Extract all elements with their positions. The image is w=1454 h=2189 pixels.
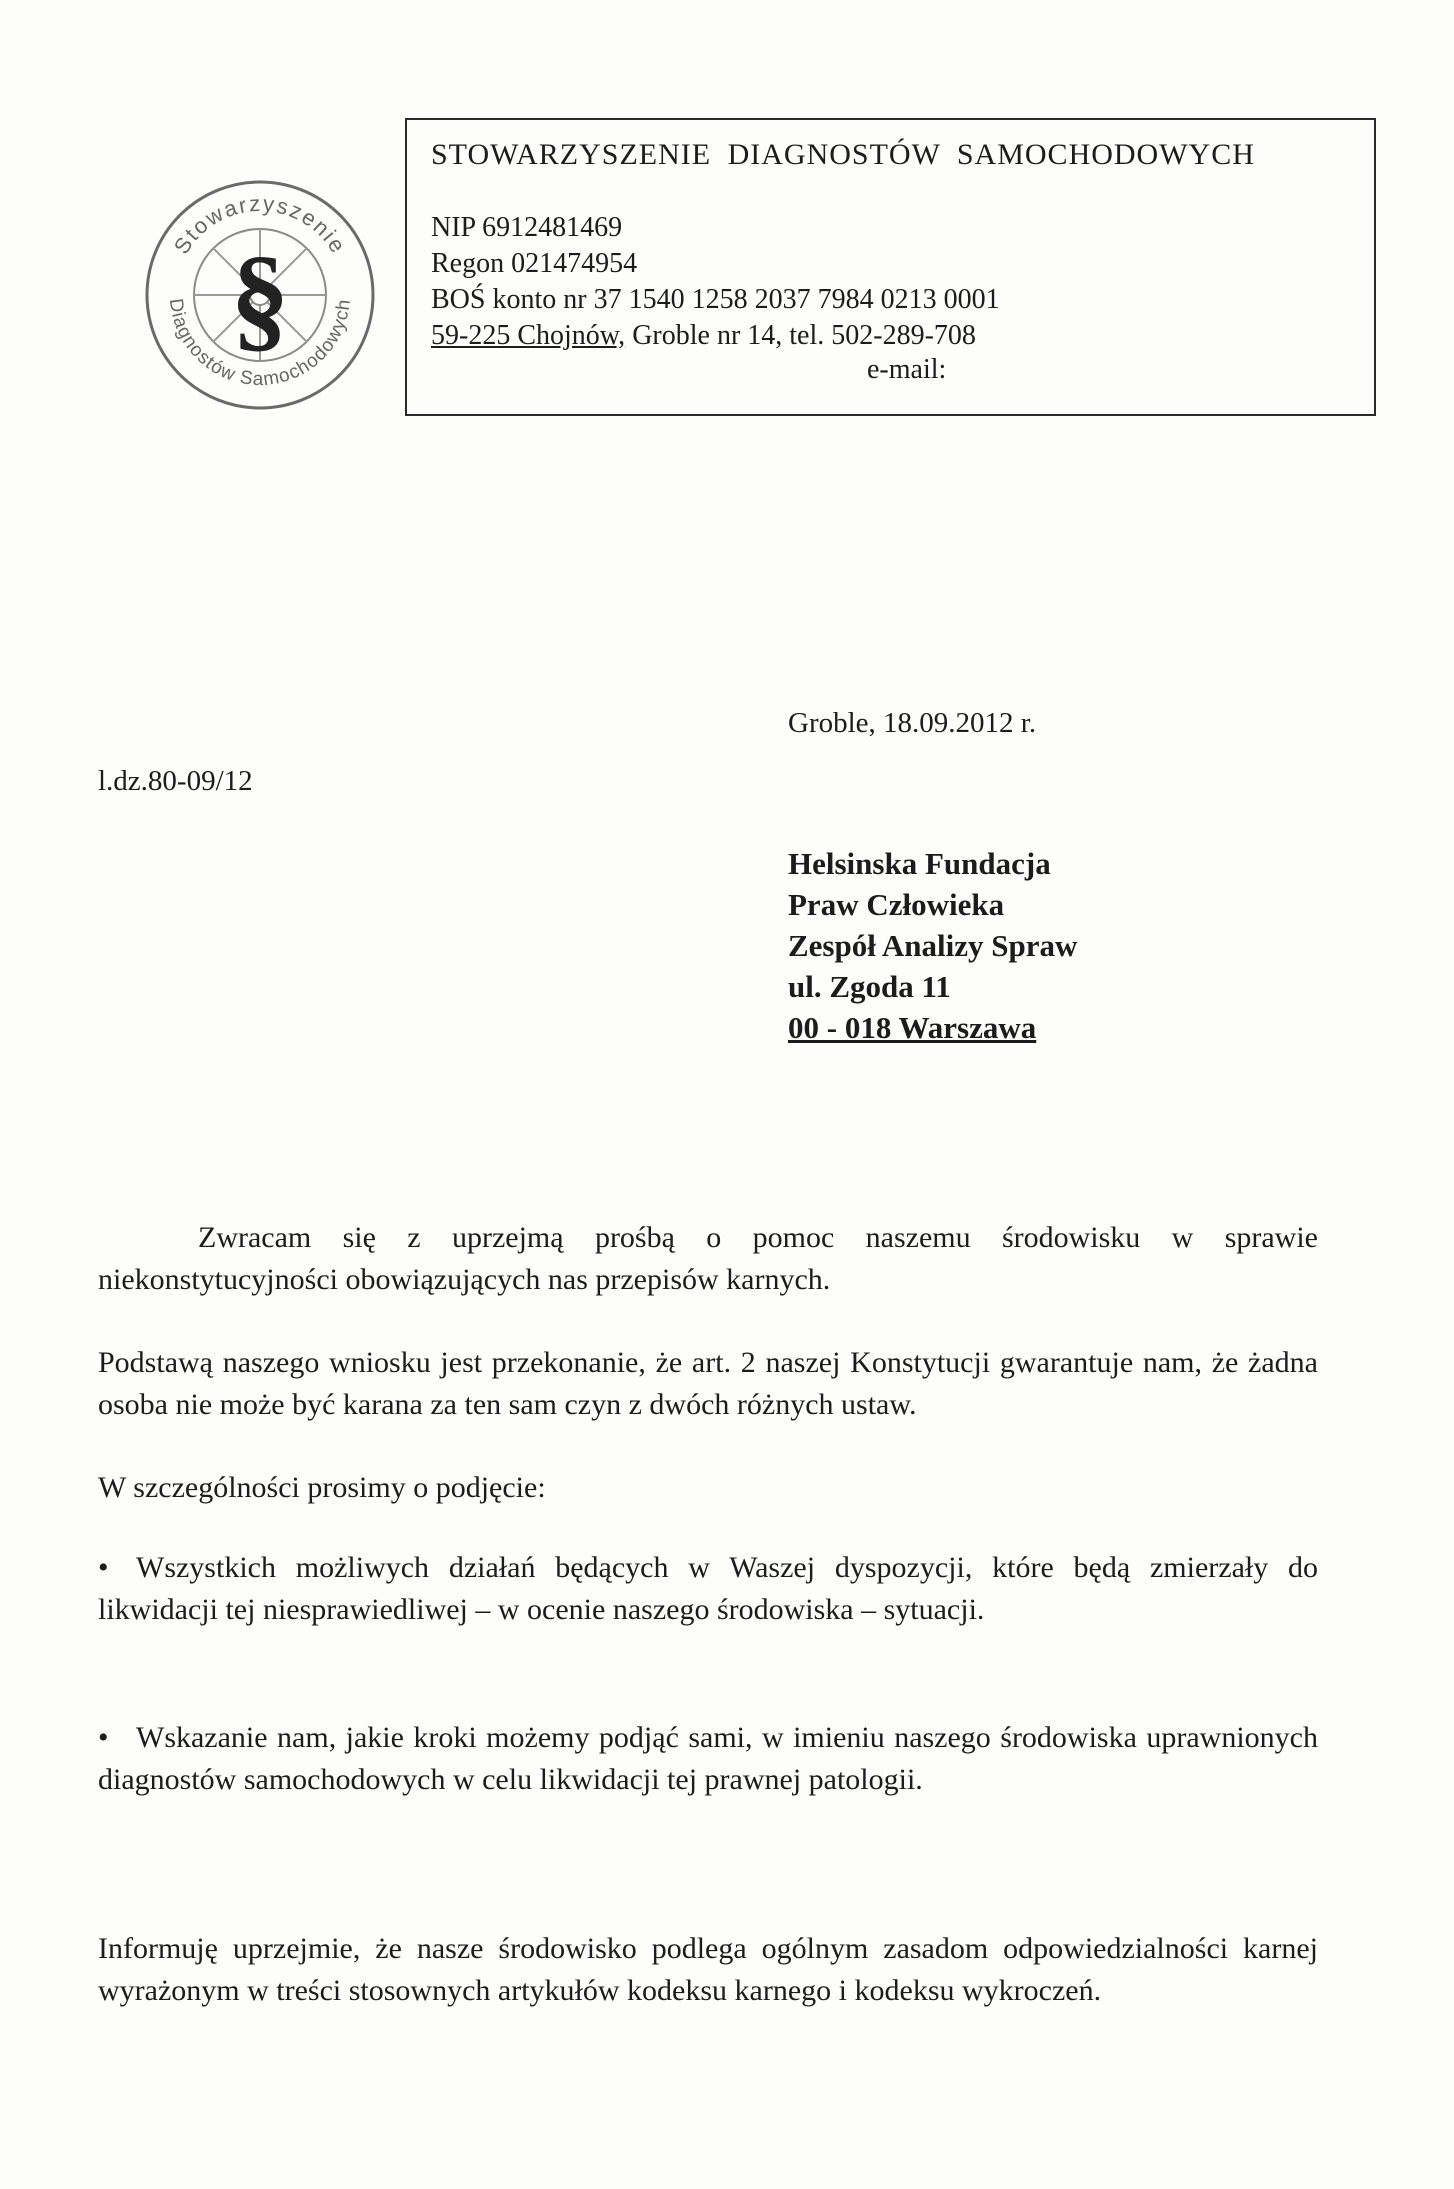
recipient-line-4: ul. Zgoda 11 bbox=[788, 969, 951, 1004]
bullet-item-1 bbox=[98, 1547, 1318, 1631]
recipient-line-1: Helsinska Fundacja bbox=[788, 846, 1051, 881]
address-street-phone: Groble nr 14, tel. 502-289-708 bbox=[625, 320, 976, 351]
recipient-line-2: Praw Człowieka bbox=[788, 887, 1005, 922]
section-sign-seal-icon bbox=[140, 175, 380, 415]
organization-name: STOWARZYSZENIE DIAGNOSTÓW SAMOCHODOWYCH bbox=[431, 138, 1255, 171]
organization-seal bbox=[140, 175, 380, 415]
bullet-item-1-text: Wszystkich możliwych działań będących w Waszej dyspozycji, które będą zmierzały do likwidacji tej niesprawiedliwej – w ocenie naszego środowiska – sytuacji. bbox=[98, 1551, 1318, 1626]
bullet-item-2-text: Wskazanie nam, jakie kroki możemy podjąć sami, w imieniu naszego środowiska uprawnionych diagnostów samochodowych w celu likwidacji tej prawnej patologii. bbox=[98, 1721, 1318, 1796]
address-line bbox=[431, 318, 1000, 354]
bank-account-line: BOŚ konto nr 37 1540 1258 2037 7984 0213 0001 bbox=[431, 284, 1000, 315]
reference-number: l.dz.80-09/12 bbox=[98, 765, 253, 797]
regon-line: Regon 021474954 bbox=[431, 248, 638, 279]
address-city: 59-225 Chojnów, bbox=[431, 320, 626, 351]
body-paragraph-2: Podstawą naszego wniosku jest przekonanie, że art. 2 naszej Konstytucji gwarantuje nam, że żadna osoba nie może być karana za ten sam czyn z dwóch różnych ustaw. bbox=[98, 1346, 1318, 1421]
body-paragraph-1: Zwracam się z uprzejmą prośbą o pomoc naszemu środowisku w sprawie niekonstytucyjności obowiązujących nas przepisów karnych. bbox=[98, 1221, 1318, 1296]
bullet-icon: • bbox=[98, 1721, 109, 1754]
nip-line: NIP 6912481469 bbox=[431, 212, 623, 243]
seal-bottom-text: Diagnostów Samochodowych bbox=[164, 297, 356, 391]
bullet-item-2 bbox=[98, 1717, 1318, 1801]
organization-details bbox=[431, 210, 1000, 354]
email-label: e-mail: bbox=[867, 354, 947, 385]
body-paragraph-4: Informuję uprzejmie, że nasze środowisko podlega ogólnym zasadom odpowiedzialności karnej wyrażonym w treści stosownych artykułów kodeksu karnego i kodeksu wykroczeń. bbox=[98, 1932, 1318, 2007]
place-date: Groble, 18.09.2012 r. bbox=[788, 707, 1037, 739]
recipient-address bbox=[788, 843, 1077, 1048]
bullet-icon: • bbox=[98, 1551, 109, 1584]
body-paragraph-3: W szczególności prosimy o podjęcie: bbox=[98, 1471, 546, 1504]
svg-text:§: § bbox=[230, 232, 290, 363]
seal-top-text: Stowarzyszenie bbox=[168, 190, 352, 259]
letterhead-box bbox=[405, 118, 1376, 416]
recipient-line-3: Zespół Analizy Spraw bbox=[788, 928, 1078, 963]
recipient-line-5: 00 - 018 Warszawa bbox=[788, 1010, 1037, 1045]
